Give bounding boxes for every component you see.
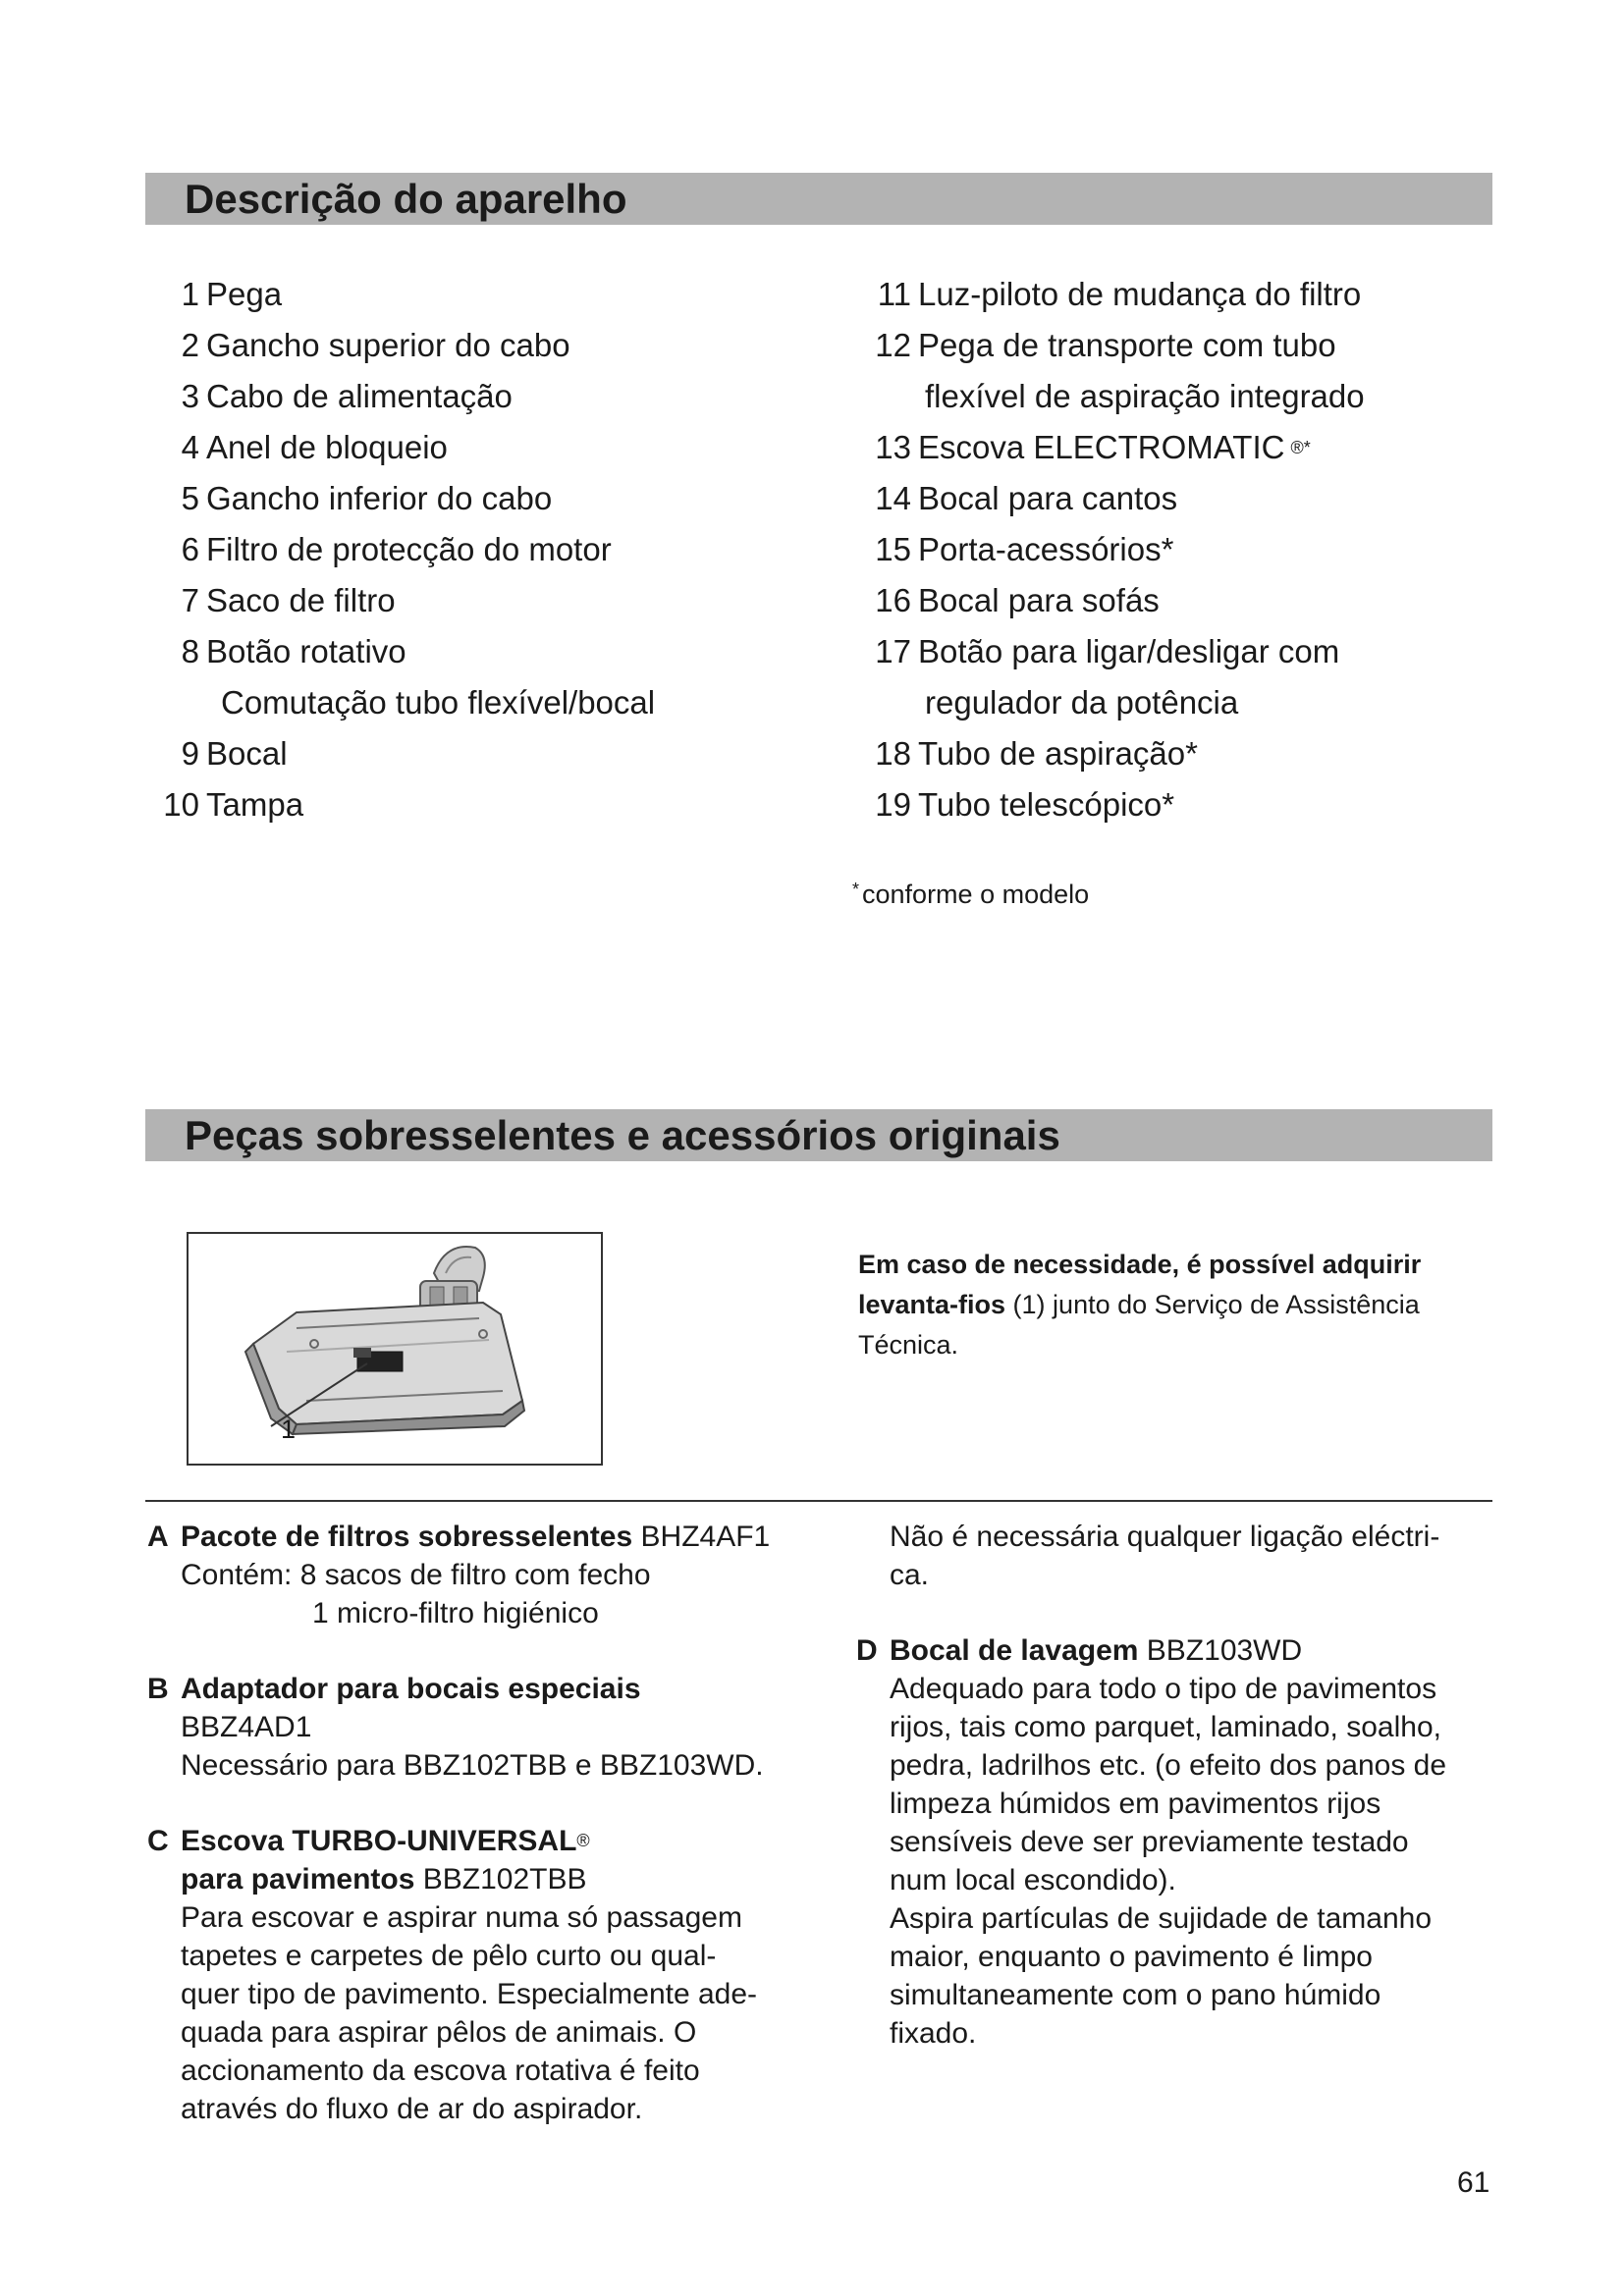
parts-list-item-continuation bbox=[864, 677, 1365, 728]
horizontal-divider bbox=[145, 1500, 1492, 1502]
item-b bbox=[147, 1670, 835, 1785]
item-number: 6 bbox=[181, 531, 199, 567]
item-number: 8 bbox=[181, 633, 199, 669]
parts-list-item-continuation bbox=[152, 677, 655, 728]
paragraph-line: Aspira partículas de sujidade de tamanho bbox=[890, 1902, 1433, 1935]
floor-nozzle-drawing bbox=[189, 1234, 601, 1464]
item-text: Botão rotativo bbox=[206, 633, 406, 669]
item-number: 3 bbox=[181, 378, 199, 414]
parts-list-item bbox=[864, 320, 1365, 371]
parts-list-item bbox=[152, 269, 655, 320]
item-text-continued: flexível de aspiração integrado bbox=[925, 378, 1365, 414]
item-c bbox=[147, 1822, 835, 2128]
item-number: 12 bbox=[875, 327, 911, 363]
item-number: 14 bbox=[875, 480, 911, 516]
parts-list-item bbox=[152, 779, 655, 830]
item-text: Bocal para cantos bbox=[918, 480, 1178, 516]
paragraph-line: Não é necessária qualquer ligação eléctri- bbox=[890, 1521, 1440, 1553]
parts-list-item bbox=[152, 371, 655, 422]
item-text-continued: Comutação tubo flexível/bocal bbox=[221, 684, 656, 721]
item-text: Bocal bbox=[206, 735, 288, 772]
paragraph-line: maior, enquanto o pavimento é limpo bbox=[890, 1941, 1373, 1973]
parts-list-item bbox=[864, 269, 1365, 320]
paragraph-line: simultaneamente com o pano húmido bbox=[890, 1979, 1381, 2011]
parts-list-item bbox=[152, 473, 655, 524]
paragraph-line: Para escovar e aspirar numa só passagem bbox=[181, 1901, 742, 1934]
item-number: 9 bbox=[181, 735, 199, 772]
parts-list-item bbox=[152, 422, 655, 473]
registered-mark: ®* bbox=[1290, 438, 1311, 457]
figure-callout-1: 1 bbox=[281, 1415, 297, 1444]
item-line: 1 micro-filtro higiénico bbox=[312, 1597, 599, 1629]
section-header-descricao bbox=[145, 173, 1492, 225]
parts-list-item bbox=[152, 728, 655, 779]
intro-bold-term: levanta-fios bbox=[858, 1290, 1006, 1319]
footnote bbox=[852, 880, 1089, 910]
item-text: Bocal para sofás bbox=[918, 582, 1160, 618]
item-text: Tubo telescópico* bbox=[918, 786, 1175, 823]
item-letter: D bbox=[856, 1634, 878, 1667]
item-number: 1 bbox=[181, 276, 199, 312]
item-text: Porta-acessórios* bbox=[918, 531, 1174, 567]
item-number: 19 bbox=[875, 786, 911, 823]
item-d bbox=[856, 1631, 1504, 2053]
item-letter: C bbox=[147, 1825, 169, 1857]
parts-list-item bbox=[864, 473, 1365, 524]
item-title: Pacote de filtros sobresselentes bbox=[181, 1521, 633, 1553]
page-number: 61 bbox=[1457, 2166, 1490, 2199]
item-line: Contém: 8 sacos de filtro com fecho bbox=[181, 1559, 651, 1591]
item-title: Bocal de lavagem bbox=[890, 1634, 1139, 1667]
item-text: Filtro de protecção do motor bbox=[206, 531, 612, 567]
paragraph-line: num local escondido). bbox=[890, 1864, 1176, 1896]
item-text: Escova ELECTROMATIC bbox=[918, 429, 1285, 465]
section-title: Peças sobresselentes e acessórios originais bbox=[185, 1112, 1060, 1158]
item-number: 4 bbox=[181, 429, 199, 465]
parts-list-left bbox=[152, 269, 655, 830]
item-code: BBZ4AD1 bbox=[181, 1711, 312, 1743]
section-title: Descrição do aparelho bbox=[185, 176, 627, 222]
item-text: Pega bbox=[206, 276, 283, 312]
paragraph-line: accionamento da escova rotativa é feito bbox=[181, 2055, 700, 2087]
item-title: Adaptador para bocais especiais bbox=[181, 1673, 641, 1705]
intro-line-3: Técnica. bbox=[858, 1330, 959, 1360]
nozzle-illustration bbox=[187, 1232, 603, 1466]
item-text: Saco de filtro bbox=[206, 582, 396, 618]
item-a bbox=[147, 1518, 815, 1632]
footnote-text: conforme o modelo bbox=[862, 880, 1090, 909]
item-number: 17 bbox=[875, 633, 911, 669]
item-text: Gancho superior do cabo bbox=[206, 327, 570, 363]
item-text: Gancho inferior do cabo bbox=[206, 480, 553, 516]
item-number: 10 bbox=[163, 786, 199, 823]
item-number: 11 bbox=[877, 276, 911, 312]
parts-list-item bbox=[864, 728, 1365, 779]
item-letter: A bbox=[147, 1521, 169, 1553]
parts-list-item-continuation bbox=[864, 371, 1365, 422]
parts-list-item bbox=[864, 575, 1365, 626]
item-c-continued bbox=[890, 1518, 1498, 1594]
item-text: Cabo de alimentação bbox=[206, 378, 513, 414]
paragraph-line: rijos, tais como parquet, laminado, soalho, bbox=[890, 1711, 1441, 1743]
paragraph-line: quer tipo de pavimento. Especialmente ade- bbox=[181, 1978, 758, 2010]
intro-bold-line: Em caso de necessidade, é possível adquirir bbox=[858, 1250, 1422, 1279]
paragraph-line: quada para aspirar pêlos de animais. O bbox=[181, 2016, 697, 2049]
item-number: 13 bbox=[875, 429, 911, 465]
item-code: BBZ102TBB bbox=[414, 1863, 587, 1896]
parts-list-item bbox=[864, 779, 1365, 830]
item-text: Luz-piloto de mudança do filtro bbox=[918, 276, 1362, 312]
item-text: Pega de transporte com tubo bbox=[918, 327, 1336, 363]
intro-text bbox=[858, 1245, 1506, 1365]
footnote-star: * bbox=[852, 880, 860, 899]
paragraph-line: limpeza húmidos em pavimentos rijos bbox=[890, 1788, 1381, 1820]
item-text: Tubo de aspiração* bbox=[918, 735, 1198, 772]
item-line: Necessário para BBZ102TBB e BBZ103WD. bbox=[181, 1749, 764, 1782]
parts-list-item bbox=[152, 320, 655, 371]
paragraph-line: fixado. bbox=[890, 2017, 977, 2050]
item-title: Escova TURBO-UNIVERSAL bbox=[181, 1825, 577, 1857]
paragraph-line: através do fluxo de ar do aspirador. bbox=[181, 2093, 643, 2125]
parts-list-item bbox=[152, 626, 655, 677]
item-text-continued: regulador da potência bbox=[925, 684, 1239, 721]
item-text: Tampa bbox=[206, 786, 304, 823]
parts-list-item bbox=[152, 524, 655, 575]
item-text: Botão para ligar/desligar com bbox=[918, 633, 1340, 669]
item-number: 5 bbox=[181, 480, 199, 516]
item-title-2: para pavimentos bbox=[181, 1863, 415, 1896]
item-code: BHZ4AF1 bbox=[632, 1521, 771, 1553]
item-number: 15 bbox=[875, 531, 911, 567]
item-code: BBZ103WD bbox=[1138, 1634, 1303, 1667]
item-text: Anel de bloqueio bbox=[206, 429, 448, 465]
item-number: 16 bbox=[875, 582, 911, 618]
parts-list-item bbox=[864, 626, 1365, 677]
paragraph-line: tapetes e carpetes de pêlo curto ou qual- bbox=[181, 1940, 717, 1972]
registered-mark: ® bbox=[576, 1831, 590, 1850]
section-header-pecas bbox=[145, 1109, 1492, 1161]
parts-list-item bbox=[152, 575, 655, 626]
parts-list-right bbox=[864, 269, 1365, 830]
intro-line-2: (1) junto do Serviço de Assistência bbox=[1005, 1290, 1420, 1319]
parts-list-item bbox=[864, 524, 1365, 575]
paragraph-line: pedra, ladrilhos etc. (o efeito dos panos de bbox=[890, 1749, 1447, 1782]
item-number: 7 bbox=[181, 582, 199, 618]
item-number: 2 bbox=[181, 327, 199, 363]
paragraph-line: Adequado para todo o tipo de pavimentos bbox=[890, 1673, 1437, 1705]
item-letter: B bbox=[147, 1673, 169, 1705]
parts-list-item bbox=[864, 422, 1365, 473]
paragraph-line: sensíveis deve ser previamente testado bbox=[890, 1826, 1409, 1858]
paragraph-line: ca. bbox=[890, 1559, 930, 1591]
item-number: 18 bbox=[875, 735, 911, 772]
